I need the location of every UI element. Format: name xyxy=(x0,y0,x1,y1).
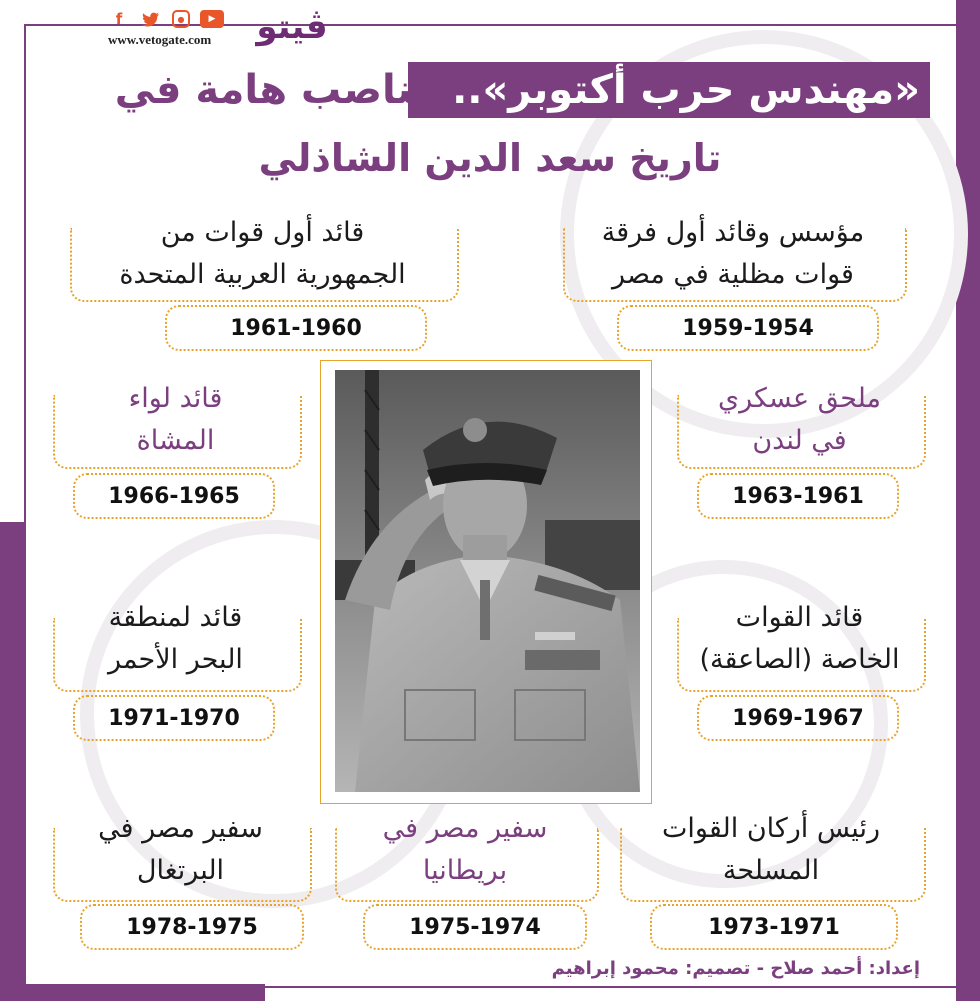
position-role xyxy=(53,597,298,681)
position-years: 1973-1971 xyxy=(650,904,898,950)
position-years: 1966-1965 xyxy=(73,473,275,519)
position-role xyxy=(677,597,922,681)
role-line-2: بريطانيا xyxy=(422,855,508,886)
left-purple-block xyxy=(0,522,26,1001)
instagram-icon[interactable]: ● xyxy=(172,10,190,28)
role-line-2: قوات مظلية في مصر xyxy=(612,259,854,290)
position-years: 1961-1960 xyxy=(165,305,427,351)
position-role xyxy=(53,378,298,462)
facebook-icon[interactable]: f xyxy=(115,10,123,28)
twitter-icon[interactable] xyxy=(140,10,162,28)
page-title-line2: تاريخ سعد الدين الشاذلي xyxy=(258,136,722,180)
position-years: 1969-1967 xyxy=(697,695,899,741)
role-line-2: المشاة xyxy=(136,425,215,456)
position-role xyxy=(70,212,455,296)
role-line-1: رئيس أركان القوات xyxy=(662,813,880,844)
role-line-1: قائد لمنطقة xyxy=(108,602,243,633)
role-line-1: سفير مصر في xyxy=(382,813,548,844)
credits-text: إعداد: أحمد صلاح - تصميم: محمود إبراهيم xyxy=(551,958,920,979)
position-years: 1971-1970 xyxy=(73,695,275,741)
title-highlight-text: «مهندس حرب أكتوبر».. xyxy=(452,67,920,113)
position-role xyxy=(53,808,308,892)
title-rest-text: مناصب هامة في xyxy=(114,67,453,113)
frame-right-bar xyxy=(956,0,980,1001)
role-line-1: قائد أول قوات من xyxy=(160,217,365,248)
role-line-2: البحر الأحمر xyxy=(108,644,243,675)
bottom-purple-block xyxy=(0,984,265,1001)
page-title-line1 xyxy=(40,62,920,118)
youtube-icon[interactable]: ▶ xyxy=(200,10,224,28)
role-line-1: مؤسس وقائد أول فرقة xyxy=(601,217,865,248)
role-line-2: المسلحة xyxy=(722,855,820,886)
role-line-1: سفير مصر في xyxy=(98,813,263,844)
website-url[interactable]: www.vetogate.com xyxy=(108,32,212,47)
role-line-2: الخاصة (الصاعقة) xyxy=(699,644,900,675)
position-years: 1959-1954 xyxy=(617,305,879,351)
role-line-1: قائد القوات xyxy=(735,602,864,633)
social-icons xyxy=(108,10,224,28)
role-line-1: قائد لواء xyxy=(128,383,223,414)
footer-line xyxy=(265,986,956,988)
position-role xyxy=(677,378,922,462)
position-role xyxy=(563,212,903,296)
position-years: 1978-1975 xyxy=(80,904,304,950)
site-logo: ڤيتو xyxy=(256,7,328,47)
position-role xyxy=(335,808,595,892)
position-years: 1975-1974 xyxy=(363,904,587,950)
role-line-2: في لندن xyxy=(752,425,847,456)
portrait-photo xyxy=(335,370,640,792)
role-line-2: البرتغال xyxy=(136,855,225,886)
position-role xyxy=(620,808,922,892)
role-line-1: ملحق عسكري xyxy=(717,383,882,414)
role-line-2: الجمهورية العربية المتحدة xyxy=(119,259,406,290)
position-years: 1963-1961 xyxy=(697,473,899,519)
